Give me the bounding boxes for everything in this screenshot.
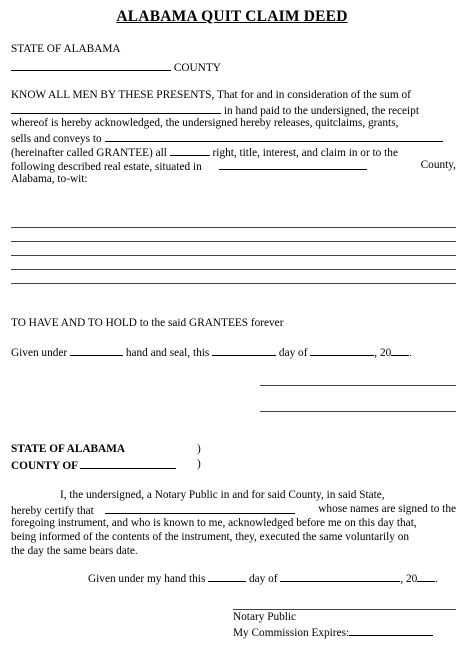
certify-label: hereby certify that xyxy=(11,505,94,517)
interest-share-field[interactable] xyxy=(170,145,210,156)
notary-year-prefix: , 20 xyxy=(400,573,418,585)
notary-given-row xyxy=(88,571,438,587)
execution-year-field[interactable] xyxy=(391,345,409,356)
county-bracket: ) xyxy=(197,458,201,470)
certificate-line-5: the day the same bears date. xyxy=(11,545,138,557)
certificate-line-4: being informed of the contents of the instrument, they, executed the same voluntarily on xyxy=(11,531,409,543)
notary-public-label: Notary Public xyxy=(233,611,297,623)
grantor-signature-line-2[interactable] xyxy=(260,411,456,412)
county-row xyxy=(11,60,221,76)
certificate-line-3: foregoing instrument, and who is known to me, acknowledged before me on this day that, xyxy=(11,517,417,529)
legal-description-line-5[interactable] xyxy=(11,283,456,284)
legal-description-line-2[interactable] xyxy=(11,241,456,242)
grantee-name-field[interactable] xyxy=(105,131,443,142)
notary-year-field[interactable] xyxy=(417,571,435,582)
consideration-amount-field[interactable] xyxy=(11,103,221,114)
given-under-field[interactable] xyxy=(70,345,123,356)
signer-names-field[interactable] xyxy=(105,503,295,514)
conveys-to-text: sells and conveys to xyxy=(11,133,102,145)
hand-seal-text: hand and seal, this xyxy=(125,347,210,359)
county-suffix: County, xyxy=(420,159,456,171)
legal-description-line-1[interactable] xyxy=(11,227,456,228)
notary-day-field[interactable] xyxy=(208,571,246,582)
notary-month-field[interactable] xyxy=(280,571,400,582)
certificate-line-1: I, the undersigned, a Notary Public in and for said County, in said State, xyxy=(60,489,385,501)
commission-row xyxy=(233,625,433,641)
consideration-line: KNOW ALL MEN BY THESE PRESENTS, That for and in consideration of the sum of xyxy=(11,89,411,101)
county-label: COUNTY xyxy=(173,62,221,74)
legal-description-line-3[interactable] xyxy=(11,255,456,256)
commission-label: My Commission Expires: xyxy=(233,627,350,639)
given-under-row xyxy=(11,345,412,361)
grantor-signature-line-1[interactable] xyxy=(260,385,456,386)
notary-signature-line[interactable] xyxy=(233,609,456,610)
period: . xyxy=(409,347,413,359)
notary-county-field[interactable] xyxy=(80,458,176,469)
execution-month-field[interactable] xyxy=(310,345,374,356)
habendum-clause: TO HAVE AND TO HOLD to the said GRANTEES forever xyxy=(11,317,284,329)
situated-text: following described real estate, situated in xyxy=(11,161,202,173)
to-wit-line: Alabama, to-wit: xyxy=(11,173,88,185)
county-name-field[interactable] xyxy=(11,60,171,71)
interest-text: right, title, interest, and claim in or to the xyxy=(212,147,398,159)
notary-period: . xyxy=(435,573,439,585)
property-county-field[interactable] xyxy=(219,159,367,170)
state-header: STATE OF ALABAMA xyxy=(11,43,121,55)
acknowledgement-line: whereof is hereby acknowledged, the undersigned hereby releases, quitclaims, grants, xyxy=(11,117,399,129)
state-bracket: ) xyxy=(197,443,201,455)
given-under-label: Given under xyxy=(11,347,68,359)
document-title: ALABAMA QUIT CLAIM DEED xyxy=(116,8,348,25)
grantee-label: (hereinafter called GRANTEE) all xyxy=(11,147,167,159)
notary-county-label: COUNTY OF xyxy=(11,460,78,472)
signed-text: whose names are signed to the xyxy=(318,503,456,515)
day-of-text: day of xyxy=(278,347,308,359)
execution-day-field[interactable] xyxy=(212,345,276,356)
receipt-text: in hand paid to the undersigned, the receipt xyxy=(223,105,419,117)
legal-description-line-4[interactable] xyxy=(11,269,456,270)
year-prefix: , 20 xyxy=(374,347,392,359)
notary-state-header: STATE OF ALABAMA xyxy=(11,443,126,455)
notary-given-label: Given under my hand this xyxy=(88,573,206,585)
notary-county-row xyxy=(11,458,176,474)
commission-expiry-field[interactable] xyxy=(349,625,433,636)
notary-day-of-text: day of xyxy=(249,573,278,585)
